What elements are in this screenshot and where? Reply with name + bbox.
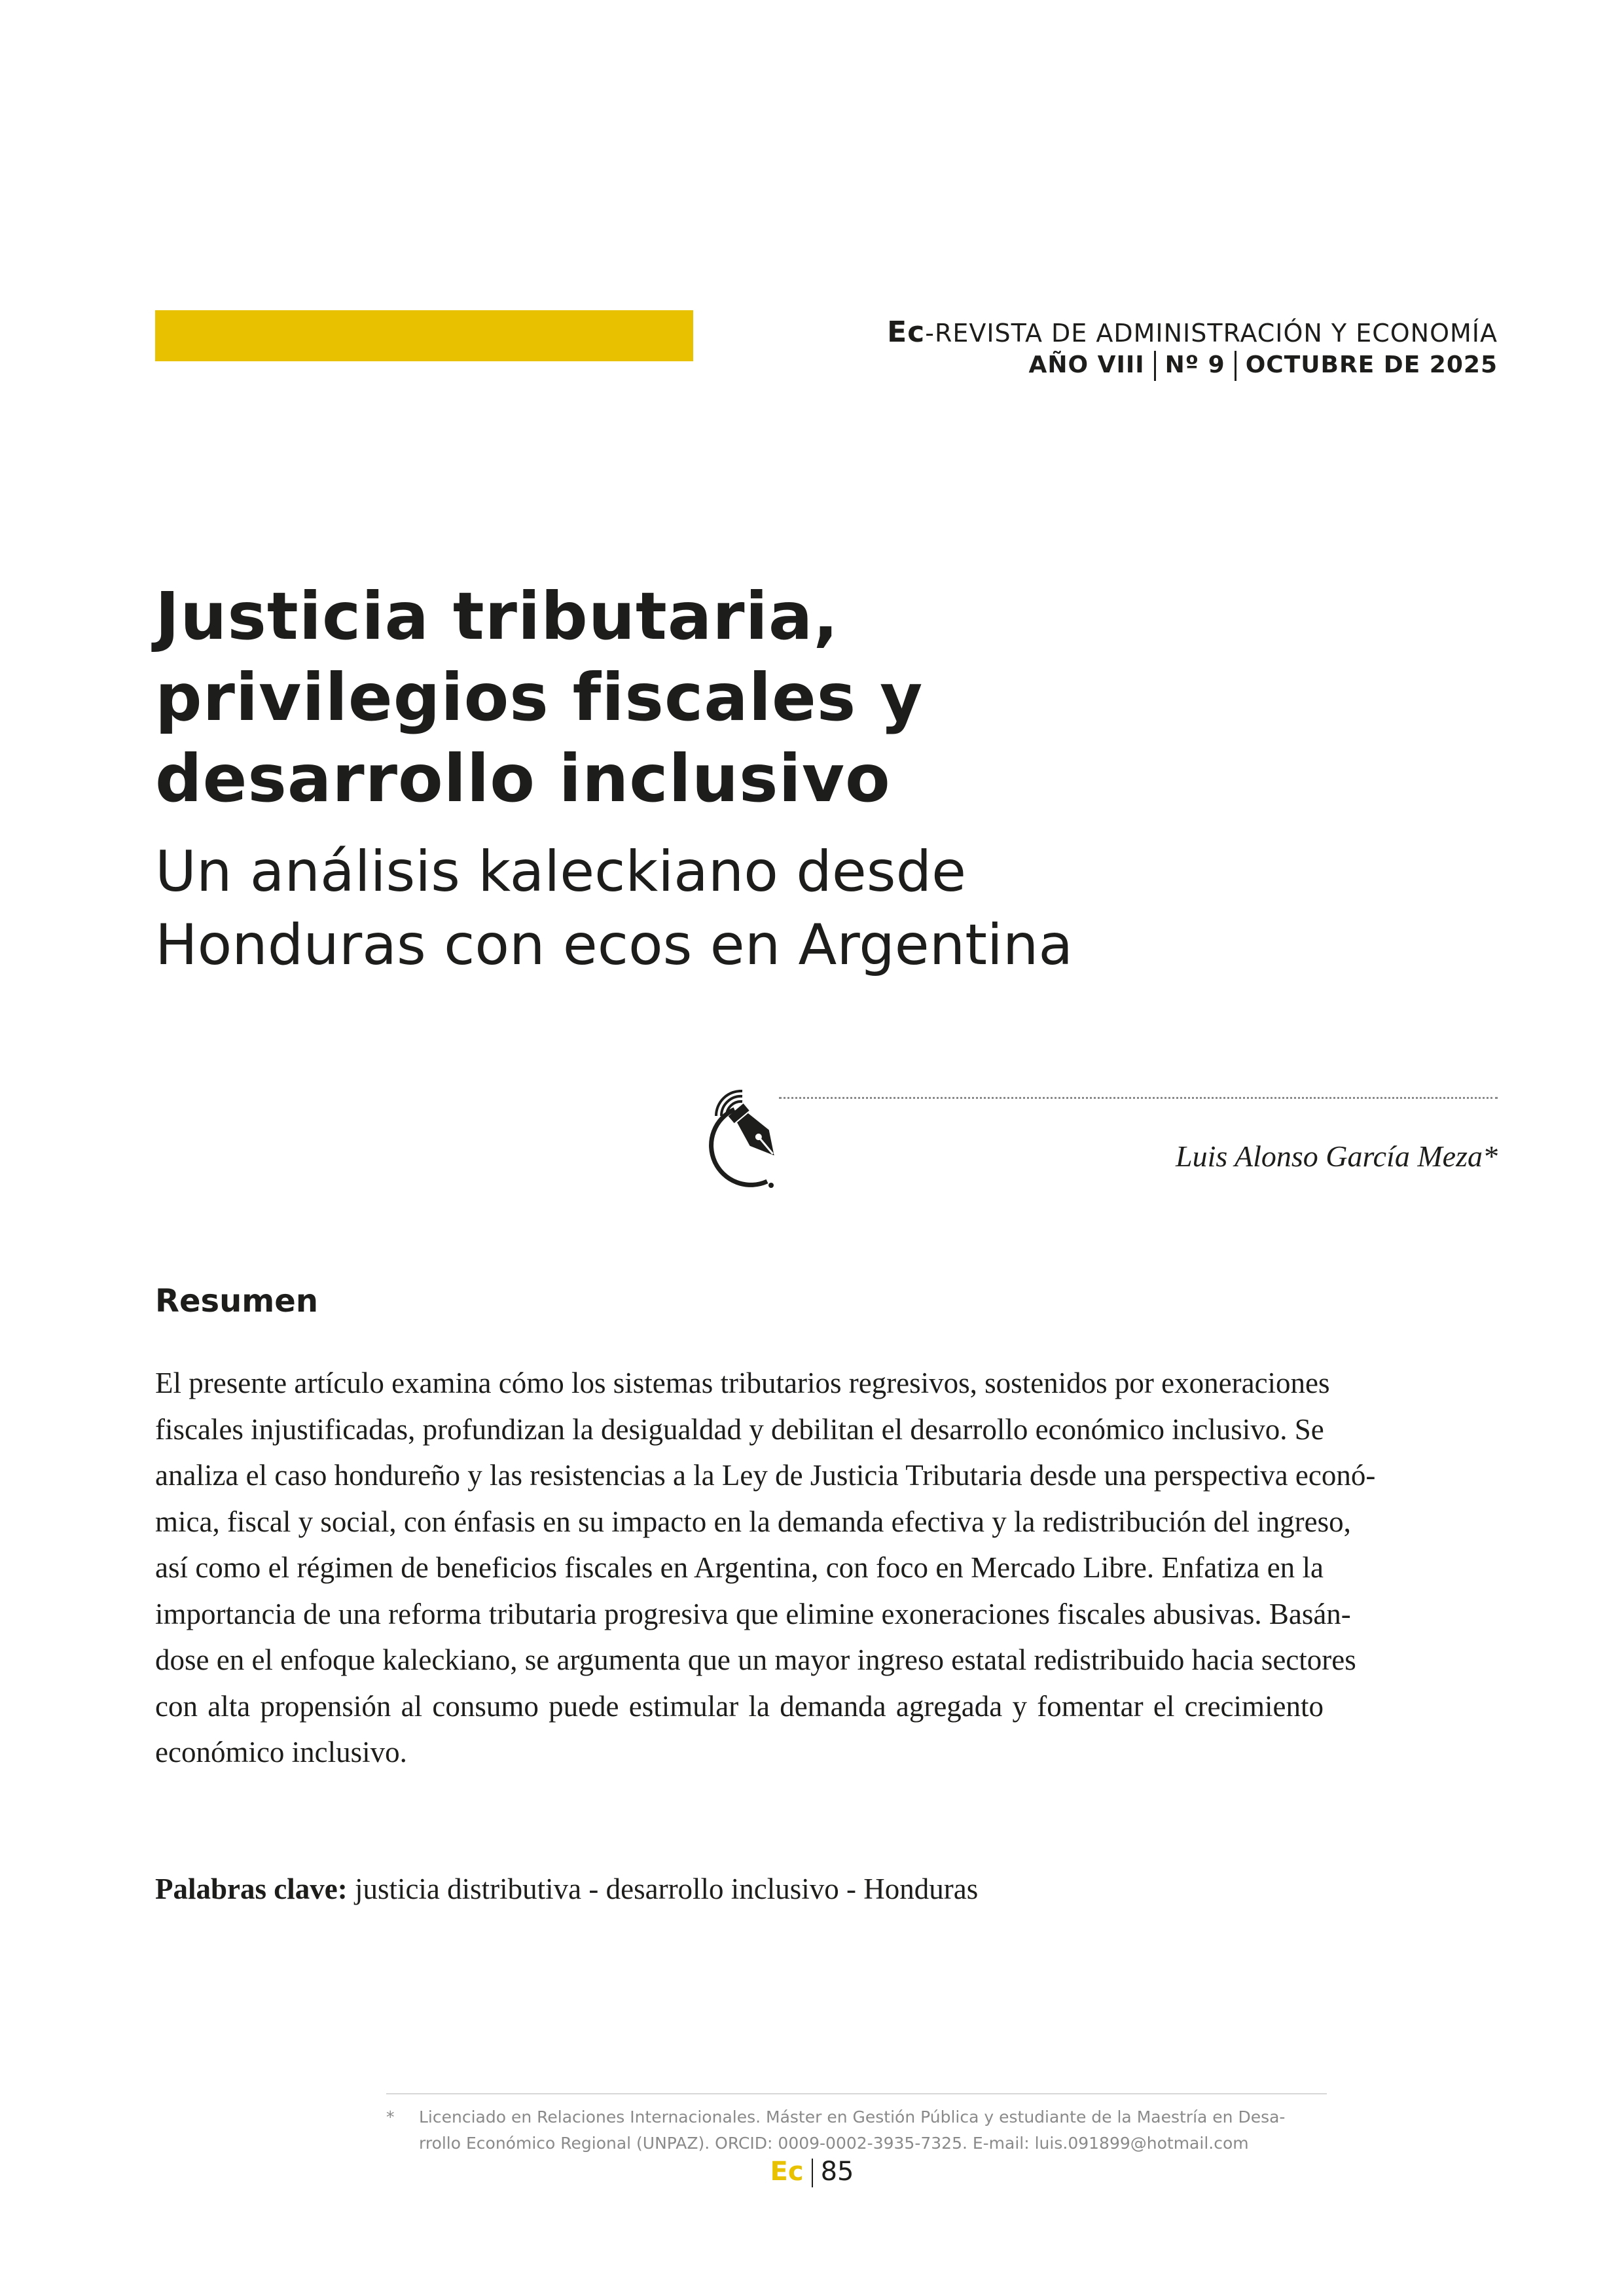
page-number: 85 [820,2157,854,2187]
subtitle-line: Un análisis kaleckiano desde [155,839,967,905]
author-footnote [386,2104,1327,2157]
footer-separator [812,2159,813,2187]
author-divider [779,1097,1498,1099]
abstract-line: importancia de una reforma tributaria progresiva que elimine exoneraciones fiscales abusivas. Basán- [155,1597,1351,1630]
keywords [155,1872,978,1906]
abstract-heading: Resumen [155,1283,318,1319]
article-subtitle [155,835,1399,982]
issue-separator [1235,351,1236,381]
journal-name-line [887,317,1498,349]
footnote-marker: * [386,2108,395,2126]
footnote-text [419,2104,1327,2157]
title-line: desarrollo inclusivo [155,740,891,817]
abstract-line: El presente artículo examina cómo los sistemas tributarios regresivos, sostenidos por exoneraciones [155,1367,1330,1399]
author-name: Luis Alonso García Meza* [1176,1139,1498,1173]
subtitle-line: Honduras con ecos en Argentina [155,912,1074,978]
journal-issue: Nº 9 [1164,351,1225,378]
article-title [155,576,1333,819]
journal-abbr: Ec [887,315,926,349]
header-accent-bar [155,310,693,361]
page-footer [0,2157,1624,2187]
abstract-line: así como el régimen de beneficios fiscales en Argentina, con foco en Mercado Libre. Enfatiza en la [155,1551,1324,1584]
abstract-line: fiscales injustificadas, profundizan la desigualdad y debilitan el desarrollo económico inclusivo. Se [155,1412,1324,1446]
title-line: Justicia tributaria, [155,578,839,655]
journal-year: AÑO VIII [1028,351,1145,378]
keywords-label: Palabras clave: [155,1873,348,1905]
footer-journal-abbr: Ec [770,2157,804,2187]
issue-separator [1154,351,1156,381]
journal-header [887,317,1498,382]
abstract-line: mica, fiscal y social, con énfasis en su impacto en la demanda efectiva y la redistribución del ingreso, [155,1505,1351,1538]
abstract-line: con alta propensión al consumo puede estimular la demanda agregada y fomentar el crecimiento [155,1689,1324,1723]
title-line: privilegios fiscales y [155,659,924,736]
issue-line [887,349,1498,382]
abstract-line: económico inclusivo. [155,1736,407,1768]
abstract-line: dose en el enfoque kaleckiano, se argumenta que un mayor ingreso estatal redistribuido hacia sectores [155,1643,1356,1676]
abstract-text [155,1360,1376,1776]
journal-name: -REVISTA DE ADMINISTRACIÓN Y ECONOMÍA [925,319,1498,348]
footnote-line: rrollo Económico Regional (UNPAZ). ORCID: 0009-0002-3935-7325. E-mail: luis.091899@hotmail.com [419,2134,1249,2153]
abstract-line: analiza el caso hondureño y las resistencias a la Ley de Justicia Tributaria desde una perspectiva econó- [155,1459,1376,1492]
fountain-pen-icon [687,1090,785,1194]
keywords-value: justicia distributiva - desarrollo inclusivo - Honduras [347,1873,979,1905]
footnote-line: Licenciado en Relaciones Internacionales. Máster en Gestión Pública y estudiante de la Maestría en Desa- [419,2108,1286,2126]
journal-date: OCTUBRE DE 2025 [1245,351,1498,378]
footnote-divider [386,2093,1327,2094]
